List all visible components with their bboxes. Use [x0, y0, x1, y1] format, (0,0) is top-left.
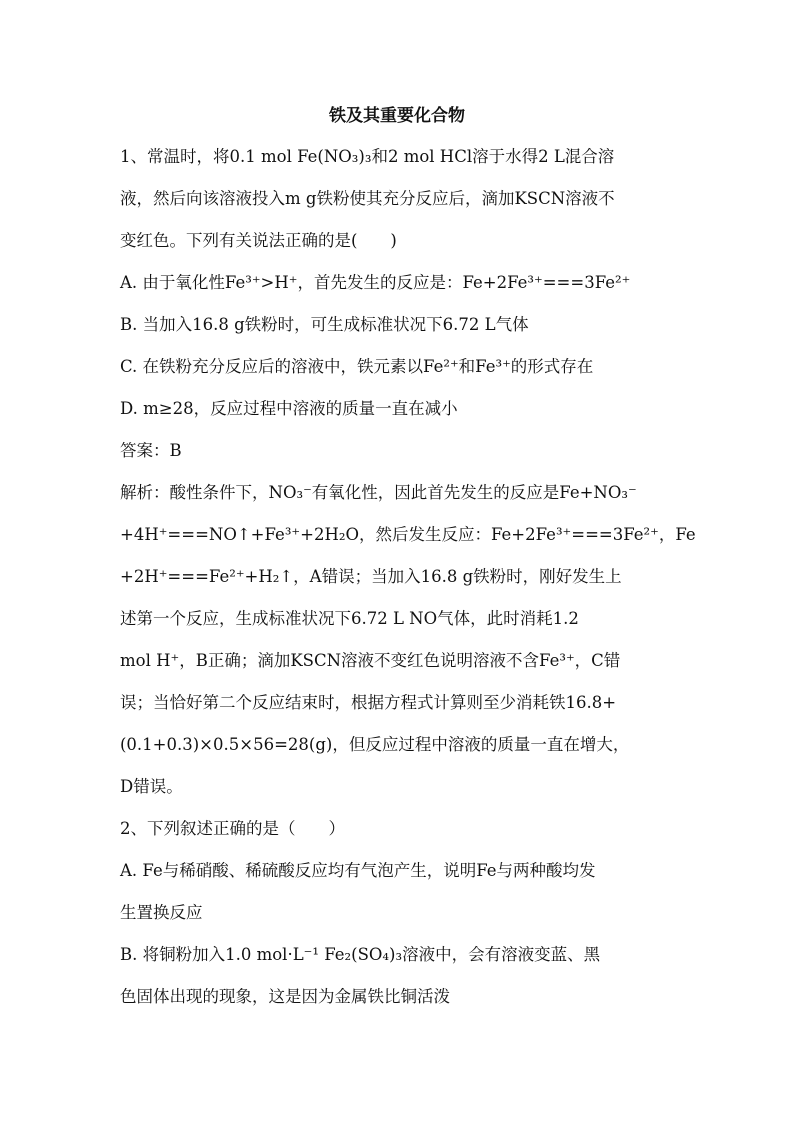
text-line: B. 将铜粉加入1.0 mol·L⁻¹ Fe₂(SO₄)₃溶液中，会有溶液变蓝、黑 [120, 945, 601, 964]
text-line: 误；当恰好第二个反应结束时，根据方程式计算则至少消耗铁16.8+ [120, 693, 617, 712]
text-line: (0.1+0.3)×0.5×56=28(g)，但反应过程中溶液的质量一直在增大， [120, 735, 630, 754]
text-line: 生置换反应 [120, 903, 203, 922]
text-line: A. Fe与稀硝酸、稀硫酸反应均有气泡产生，说明Fe与两种酸均发 [120, 861, 596, 880]
text-line: 1、常温时，将0.1 mol Fe(NO₃)₃和2 mol HCl溶于水得2 L混合溶 [120, 147, 615, 166]
text-line: +2H⁺===Fe²⁺+H₂↑，A错误；当加入16.8 g铁粉时，刚好发生上 [120, 567, 622, 586]
text-line: 变红色。下列有关说法正确的是( ) [120, 231, 397, 250]
text-line: 述第一个反应，生成标准状况下6.72 L NO气体，此时消耗1.2 [120, 609, 579, 628]
text-line: 解析：酸性条件下，NO₃⁻有氧化性，因此首先发生的反应是Fe+NO₃⁻ [120, 483, 637, 502]
text-line: 液，然后向该溶液投入m g铁粉使其充分反应后，滴加KSCN溶液不 [120, 189, 615, 208]
page-title: 铁及其重要化合物 [329, 106, 465, 126]
text-line: A. 由于氧化性Fe³⁺>H⁺，首先发生的反应是：Fe+2Fe³⁺===3Fe²⁺ [120, 273, 631, 292]
text-line: B. 当加入16.8 g铁粉时，可生成标准状况下6.72 L气体 [120, 315, 529, 334]
text-line: mol H⁺，B正确；滴加KSCN溶液不变红色说明溶液不含Fe³⁺，C错 [120, 651, 621, 670]
text-line: D. m≥28，反应过程中溶液的质量一直在减小 [120, 399, 458, 418]
text-line: C. 在铁粉充分反应后的溶液中，铁元素以Fe²⁺和Fe³⁺的形式存在 [120, 357, 594, 376]
text-line: 2、下列叙述正确的是（ ） [120, 819, 345, 838]
text-line: 色固体出现的现象，这是因为金属铁比铜活泼 [120, 987, 450, 1006]
text-line: +4H⁺===NO↑+Fe³⁺+2H₂O，然后发生反应：Fe+2Fe³⁺===3Fe²⁺，Fe [120, 525, 696, 544]
text-line: 答案：B [120, 441, 182, 460]
text-line: D错误。 [120, 777, 183, 796]
